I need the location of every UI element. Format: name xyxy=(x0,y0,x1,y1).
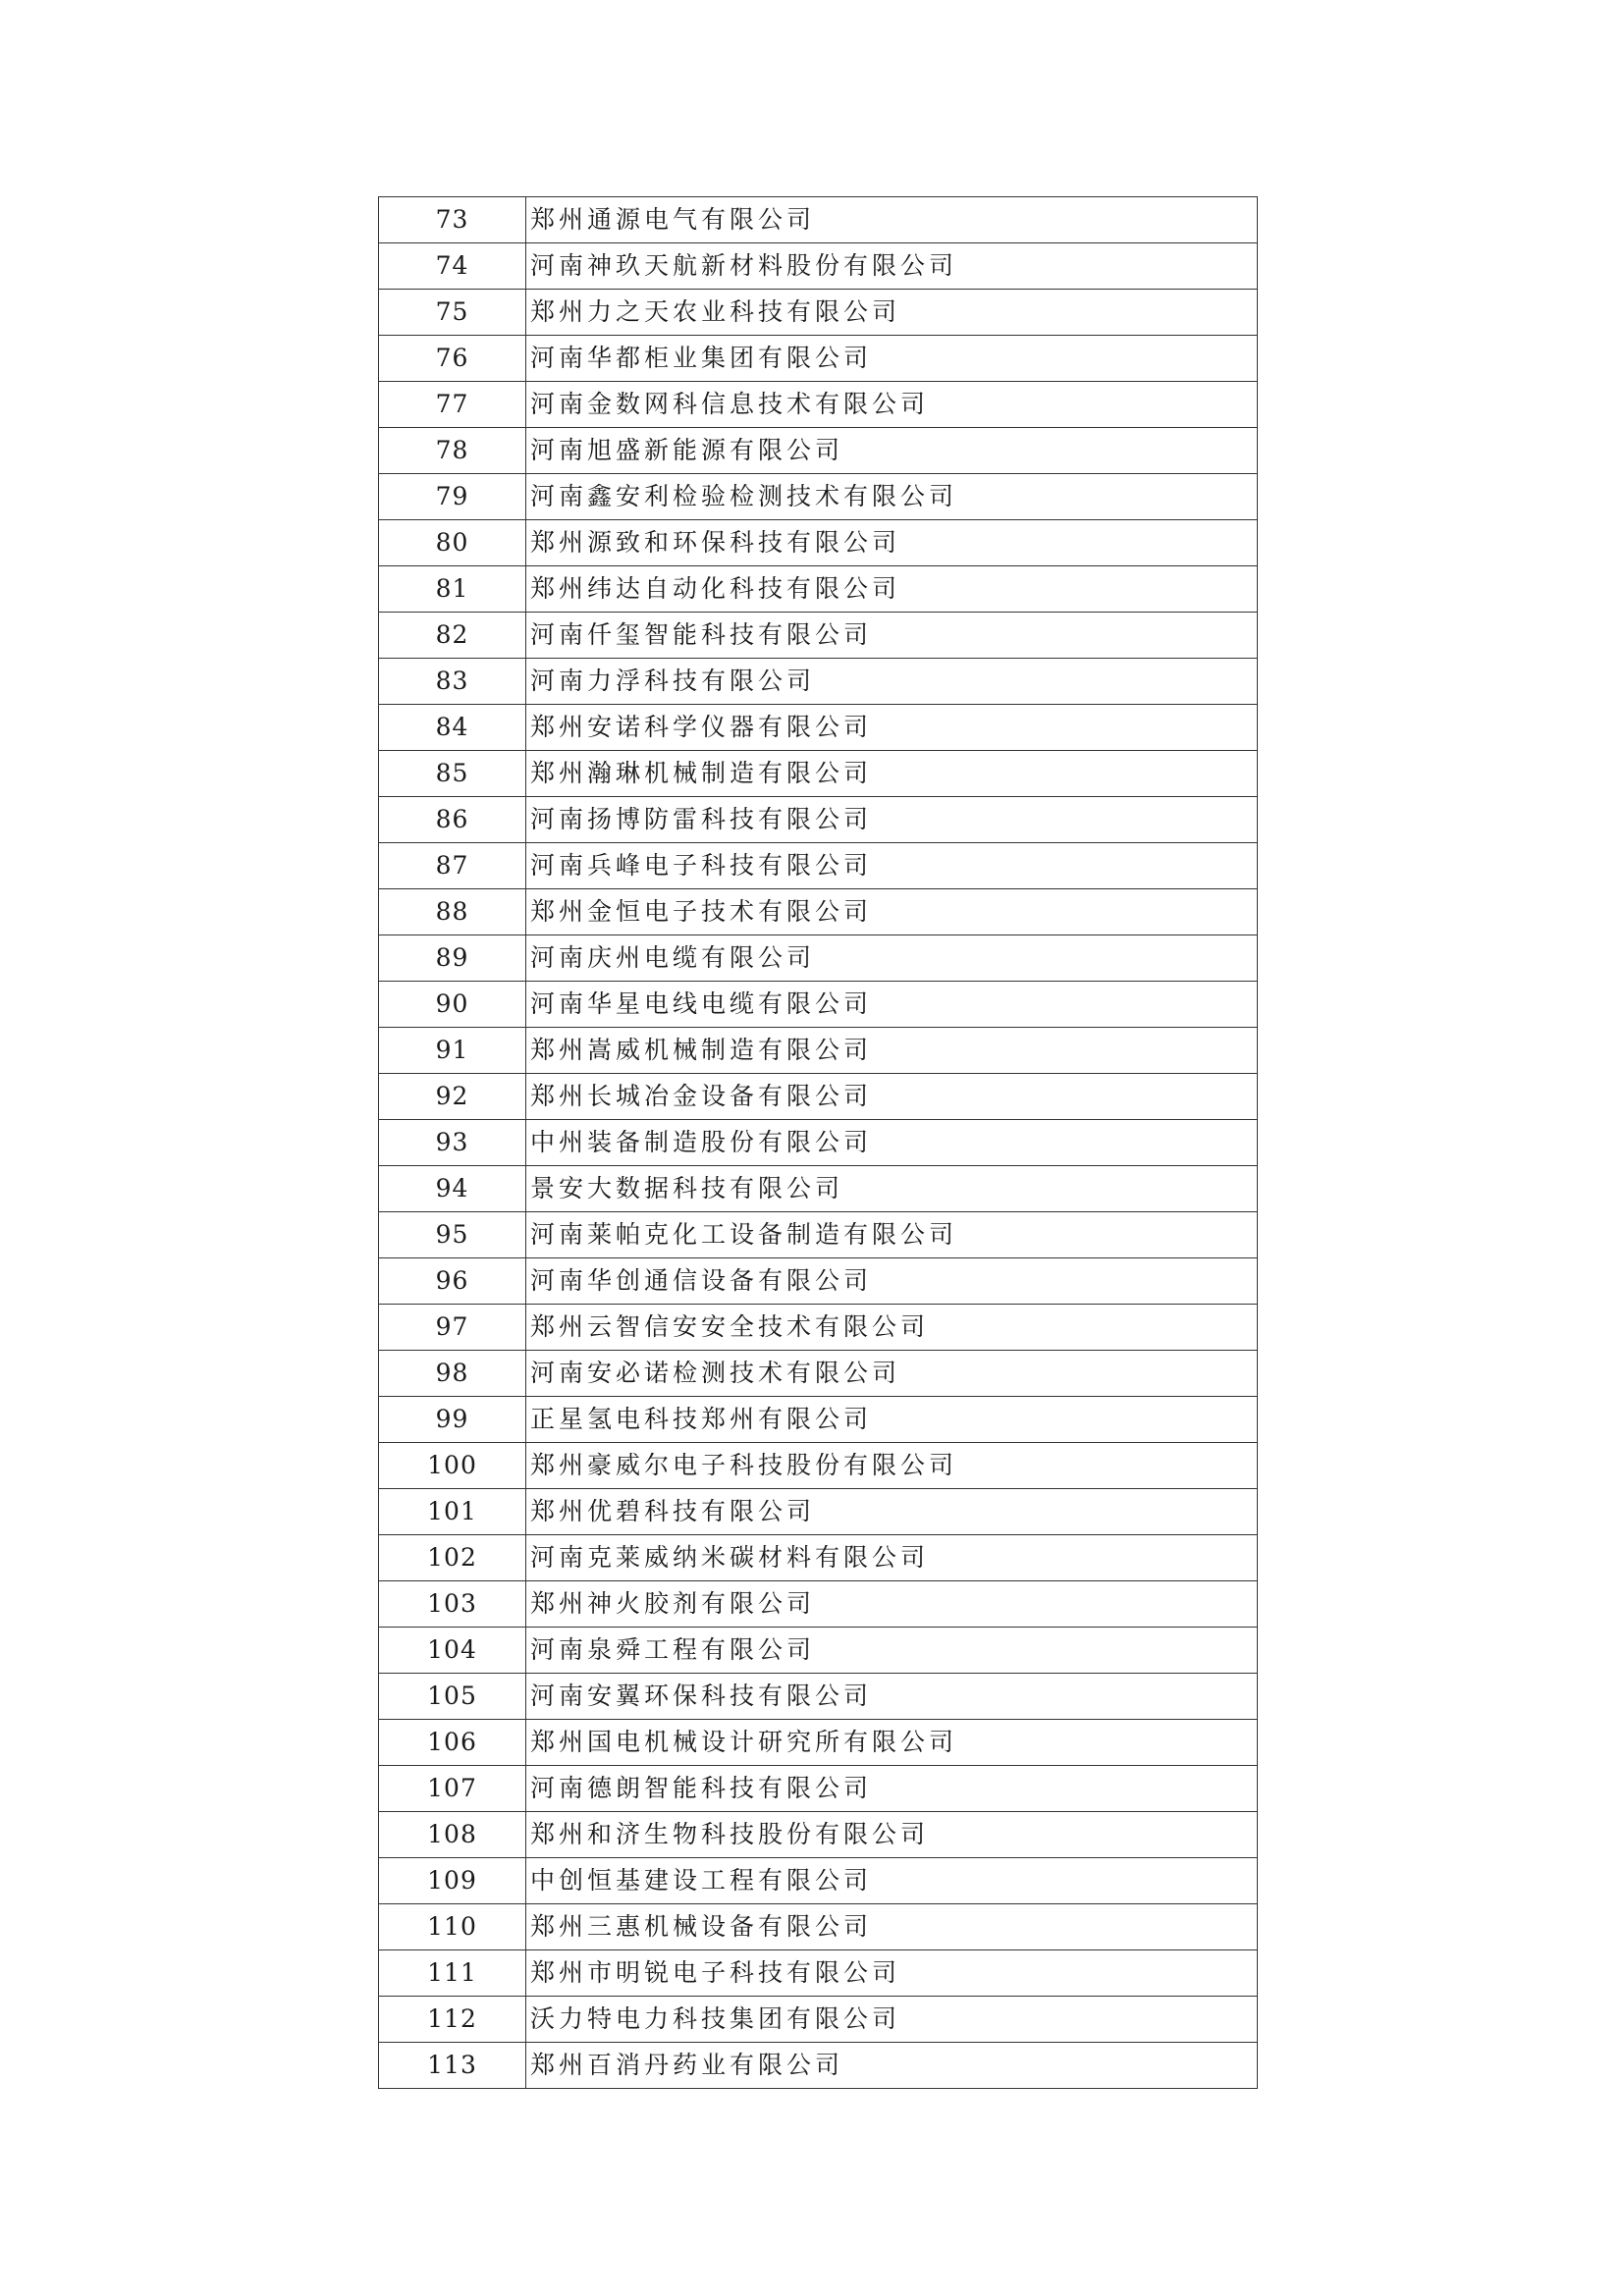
row-number: 106 xyxy=(379,1720,526,1766)
row-number: 85 xyxy=(379,751,526,797)
row-number: 75 xyxy=(379,290,526,336)
row-number: 84 xyxy=(379,705,526,751)
row-number: 104 xyxy=(379,1628,526,1674)
row-number: 100 xyxy=(379,1443,526,1489)
table-row xyxy=(379,2043,1258,2089)
company-name: 河南克莱威纳米碳材料有限公司 xyxy=(526,1535,1258,1581)
row-number: 80 xyxy=(379,520,526,566)
company-name: 河南华都柜业集团有限公司 xyxy=(526,336,1258,382)
company-name: 郑州和济生物科技股份有限公司 xyxy=(526,1812,1258,1858)
company-name: 河南神玖天航新材料股份有限公司 xyxy=(526,243,1258,290)
company-list-table xyxy=(378,196,1258,2089)
company-name: 河南华星电线电缆有限公司 xyxy=(526,982,1258,1028)
row-number: 77 xyxy=(379,382,526,428)
row-number: 76 xyxy=(379,336,526,382)
row-number: 90 xyxy=(379,982,526,1028)
row-number: 89 xyxy=(379,935,526,982)
company-name: 郑州百消丹药业有限公司 xyxy=(526,2043,1258,2089)
table-row xyxy=(379,935,1258,982)
row-number: 92 xyxy=(379,1074,526,1120)
company-name: 郑州金恒电子技术有限公司 xyxy=(526,889,1258,935)
company-name: 河南兵峰电子科技有限公司 xyxy=(526,843,1258,889)
row-number: 82 xyxy=(379,613,526,659)
row-number: 93 xyxy=(379,1120,526,1166)
company-name: 中创恒基建设工程有限公司 xyxy=(526,1858,1258,1904)
row-number: 102 xyxy=(379,1535,526,1581)
company-name: 郑州力之天农业科技有限公司 xyxy=(526,290,1258,336)
company-name: 郑州安诺科学仪器有限公司 xyxy=(526,705,1258,751)
row-number: 88 xyxy=(379,889,526,935)
company-name: 郑州源致和环保科技有限公司 xyxy=(526,520,1258,566)
table-row xyxy=(379,1535,1258,1581)
company-name: 河南庆州电缆有限公司 xyxy=(526,935,1258,982)
table-row xyxy=(379,1120,1258,1166)
table-row xyxy=(379,1904,1258,1950)
table-row xyxy=(379,1489,1258,1535)
table-row xyxy=(379,520,1258,566)
row-number: 87 xyxy=(379,843,526,889)
table-row xyxy=(379,1628,1258,1674)
row-number: 81 xyxy=(379,566,526,613)
table-row xyxy=(379,1166,1258,1212)
company-name: 河南鑫安利检验检测技术有限公司 xyxy=(526,474,1258,520)
company-name: 河南力浮科技有限公司 xyxy=(526,659,1258,705)
table-row xyxy=(379,1674,1258,1720)
company-list-body xyxy=(379,197,1258,2089)
table-row xyxy=(379,428,1258,474)
row-number: 91 xyxy=(379,1028,526,1074)
row-number: 107 xyxy=(379,1766,526,1812)
row-number: 78 xyxy=(379,428,526,474)
table-row xyxy=(379,1720,1258,1766)
table-row xyxy=(379,474,1258,520)
row-number: 79 xyxy=(379,474,526,520)
table-row xyxy=(379,1028,1258,1074)
row-number: 94 xyxy=(379,1166,526,1212)
row-number: 109 xyxy=(379,1858,526,1904)
table-row xyxy=(379,751,1258,797)
company-name: 河南泉舜工程有限公司 xyxy=(526,1628,1258,1674)
row-number: 99 xyxy=(379,1397,526,1443)
table-row xyxy=(379,290,1258,336)
row-number: 113 xyxy=(379,2043,526,2089)
table-row xyxy=(379,566,1258,613)
table-row xyxy=(379,382,1258,428)
company-name: 郑州瀚琳机械制造有限公司 xyxy=(526,751,1258,797)
table-row xyxy=(379,889,1258,935)
table-row xyxy=(379,659,1258,705)
company-name: 郑州云智信安安全技术有限公司 xyxy=(526,1305,1258,1351)
table-row xyxy=(379,1443,1258,1489)
company-name: 郑州国电机械设计研究所有限公司 xyxy=(526,1720,1258,1766)
row-number: 86 xyxy=(379,797,526,843)
row-number: 103 xyxy=(379,1581,526,1628)
table-row xyxy=(379,1212,1258,1258)
company-name: 河南安必诺检测技术有限公司 xyxy=(526,1351,1258,1397)
table-row xyxy=(379,1258,1258,1305)
company-name: 河南仟玺智能科技有限公司 xyxy=(526,613,1258,659)
company-name: 中州装备制造股份有限公司 xyxy=(526,1120,1258,1166)
table-row xyxy=(379,1581,1258,1628)
row-number: 108 xyxy=(379,1812,526,1858)
company-name: 河南旭盛新能源有限公司 xyxy=(526,428,1258,474)
row-number: 105 xyxy=(379,1674,526,1720)
row-number: 73 xyxy=(379,197,526,243)
company-name: 河南德朗智能科技有限公司 xyxy=(526,1766,1258,1812)
row-number: 110 xyxy=(379,1904,526,1950)
table-row xyxy=(379,1351,1258,1397)
company-name: 郑州纬达自动化科技有限公司 xyxy=(526,566,1258,613)
table-row xyxy=(379,1305,1258,1351)
table-row xyxy=(379,197,1258,243)
company-name: 正星氢电科技郑州有限公司 xyxy=(526,1397,1258,1443)
company-name: 河南华创通信设备有限公司 xyxy=(526,1258,1258,1305)
table-row xyxy=(379,1812,1258,1858)
company-name: 河南安翼环保科技有限公司 xyxy=(526,1674,1258,1720)
company-name: 郑州市明锐电子科技有限公司 xyxy=(526,1950,1258,1997)
company-name: 景安大数据科技有限公司 xyxy=(526,1166,1258,1212)
row-number: 111 xyxy=(379,1950,526,1997)
row-number: 97 xyxy=(379,1305,526,1351)
table-row xyxy=(379,843,1258,889)
table-row xyxy=(379,613,1258,659)
table-row xyxy=(379,982,1258,1028)
company-name: 河南金数网科信息技术有限公司 xyxy=(526,382,1258,428)
table-row xyxy=(379,336,1258,382)
row-number: 98 xyxy=(379,1351,526,1397)
table-row xyxy=(379,705,1258,751)
company-name: 郑州通源电气有限公司 xyxy=(526,197,1258,243)
table-row xyxy=(379,1766,1258,1812)
company-name: 郑州豪威尔电子科技股份有限公司 xyxy=(526,1443,1258,1489)
company-name: 郑州嵩威机械制造有限公司 xyxy=(526,1028,1258,1074)
table-row xyxy=(379,1074,1258,1120)
company-name: 郑州三惠机械设备有限公司 xyxy=(526,1904,1258,1950)
company-name: 河南莱帕克化工设备制造有限公司 xyxy=(526,1212,1258,1258)
row-number: 83 xyxy=(379,659,526,705)
row-number: 112 xyxy=(379,1997,526,2043)
row-number: 95 xyxy=(379,1212,526,1258)
company-name: 沃力特电力科技集团有限公司 xyxy=(526,1997,1258,2043)
table-row xyxy=(379,1858,1258,1904)
table-row xyxy=(379,1997,1258,2043)
row-number: 96 xyxy=(379,1258,526,1305)
table-row xyxy=(379,797,1258,843)
table-row xyxy=(379,1950,1258,1997)
company-name: 河南扬博防雷科技有限公司 xyxy=(526,797,1258,843)
company-name: 郑州优碧科技有限公司 xyxy=(526,1489,1258,1535)
company-name: 郑州长城冶金设备有限公司 xyxy=(526,1074,1258,1120)
row-number: 74 xyxy=(379,243,526,290)
table-row xyxy=(379,1397,1258,1443)
row-number: 101 xyxy=(379,1489,526,1535)
company-name: 郑州神火胶剂有限公司 xyxy=(526,1581,1258,1628)
table-row xyxy=(379,243,1258,290)
